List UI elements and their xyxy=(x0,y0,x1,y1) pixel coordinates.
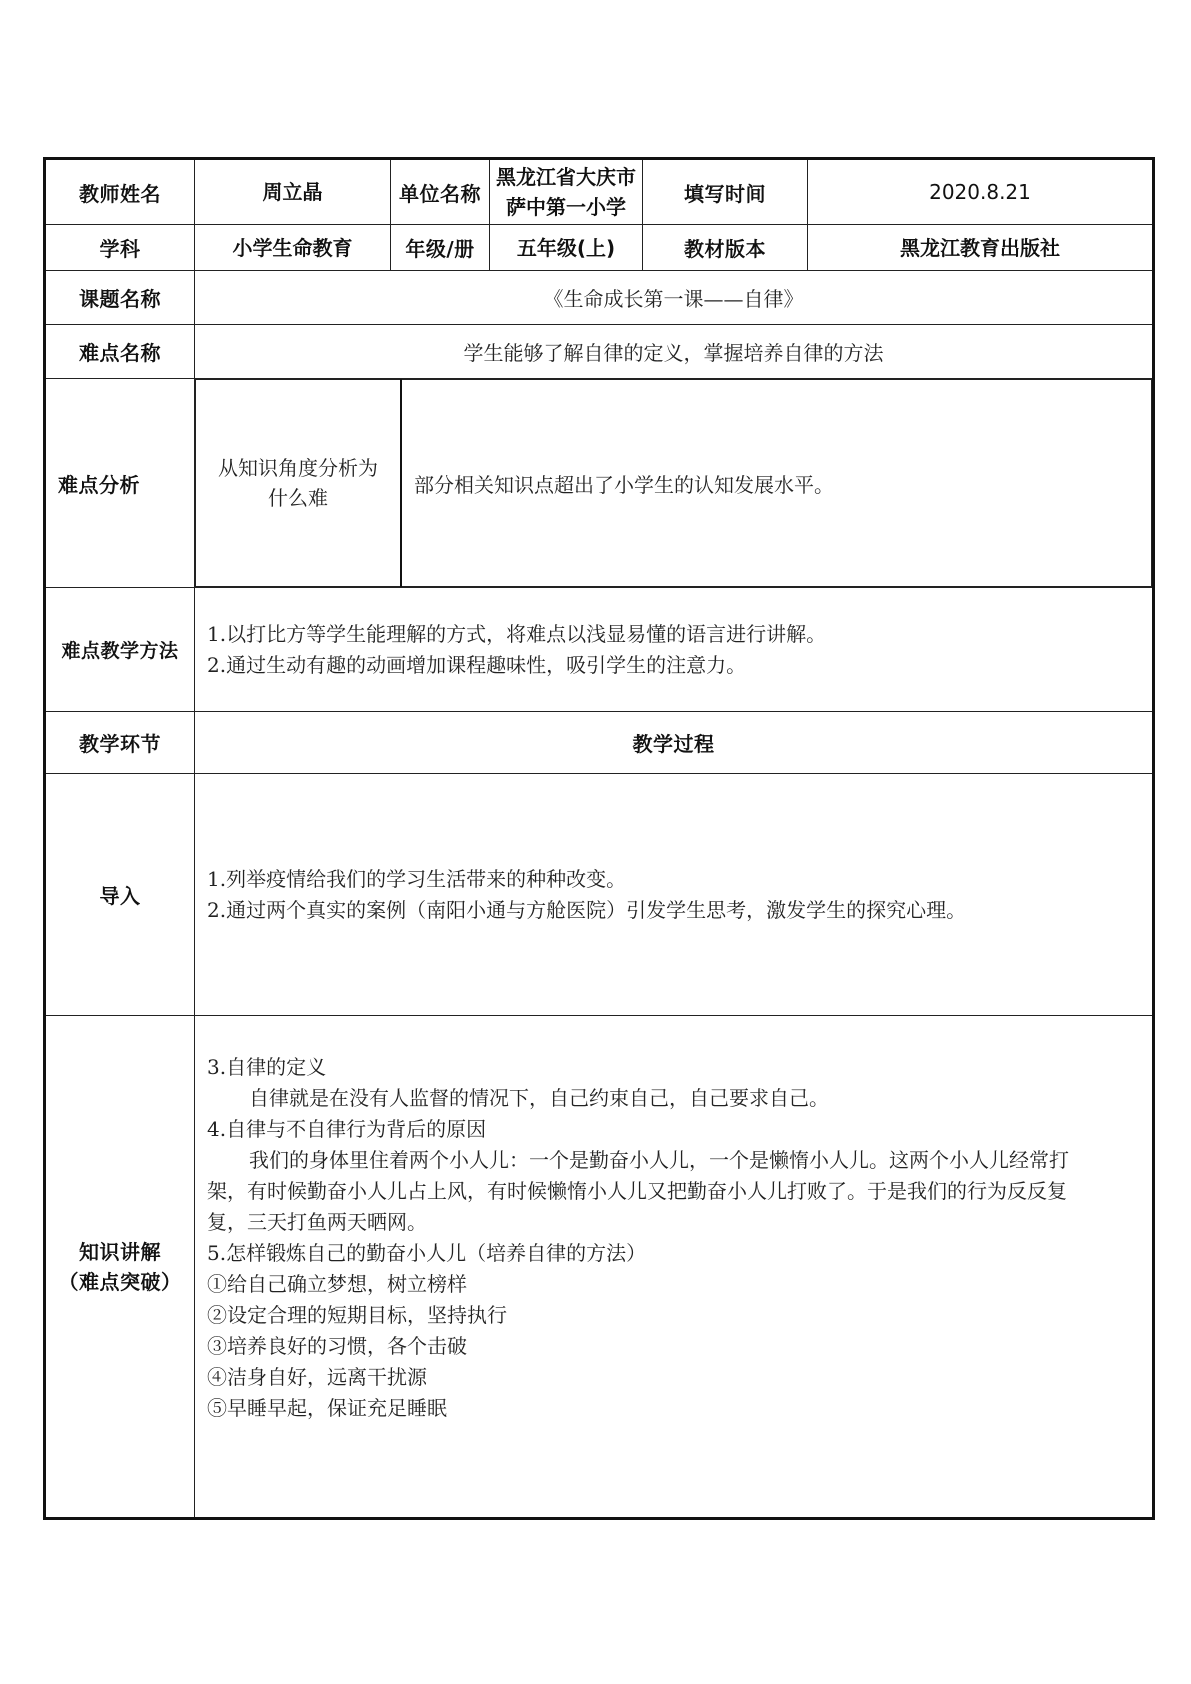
knowledge-label-line-2: （难点突破） xyxy=(58,1269,182,1294)
analysis-inner-table xyxy=(195,379,1152,587)
knowledge-line-10: ③培养良好的习惯，各个击破 xyxy=(207,1334,467,1358)
grade-label: 年级/册 xyxy=(391,225,490,271)
unit-name-label: 单位名称 xyxy=(391,159,490,225)
teacher-name-value: 周立晶 xyxy=(195,159,391,225)
difficulty-label: 难点名称 xyxy=(45,325,195,379)
knowledge-label-line-1: 知识讲解 xyxy=(79,1239,161,1264)
knowledge-line-9: ②设定合理的短期目标，坚持执行 xyxy=(207,1303,507,1327)
stage-label: 教学环节 xyxy=(45,712,195,774)
knowledge-line-7: 5.怎样锻炼自己的勤奋小人儿（培养自律的方法） xyxy=(207,1241,647,1265)
topic-row xyxy=(45,271,1154,325)
analysis-sub-label xyxy=(196,380,402,587)
analysis-label: 难点分析 xyxy=(45,379,195,588)
unit-name-line-1: 黑龙江省大庆市 xyxy=(496,165,636,189)
unit-name-value xyxy=(490,159,643,225)
intro-label: 导入 xyxy=(45,774,195,1016)
analysis-sub-label-line-2: 什么难 xyxy=(268,486,328,510)
method-label: 难点教学方法 xyxy=(45,588,195,712)
method-line-2: 2.通过生动有趣的动画增加课程趣味性，吸引学生的注意力。 xyxy=(207,652,747,677)
knowledge-line-12: ⑤早睡早起，保证充足睡眠 xyxy=(207,1396,447,1420)
analysis-value: 部分相关知识点超出了小学生的认知发展水平。 xyxy=(401,380,1152,587)
knowledge-line-8: ①给自己确立梦想，树立榜样 xyxy=(207,1272,467,1296)
method-line-1: 1.以打比方等学生能理解的方式，将难点以浅显易懂的语言进行讲解。 xyxy=(207,621,827,646)
subject-value: 小学生命教育 xyxy=(195,225,391,271)
lesson-plan-sheet xyxy=(43,157,1152,1520)
difficulty-value: 学生能够了解自律的定义，掌握培养自律的方法 xyxy=(195,325,1154,379)
lesson-plan-table xyxy=(43,157,1155,1520)
fill-time-value: 2020.8.21 xyxy=(808,159,1154,225)
analysis-content-cell xyxy=(195,379,1154,588)
header-row-2 xyxy=(45,225,1154,271)
edition-label: 教材版本 xyxy=(643,225,808,271)
knowledge-line-1: 3.自律的定义 xyxy=(207,1055,327,1079)
intro-row xyxy=(45,774,1154,1016)
knowledge-content xyxy=(195,1016,1154,1519)
unit-name-line-2: 萨中第一小学 xyxy=(506,195,626,219)
topic-label: 课题名称 xyxy=(45,271,195,325)
knowledge-line-4: 我们的身体里住着两个小人儿：一个是勤奋小人儿，一个是懒惰小人儿。这两个小人儿经常打 xyxy=(249,1148,1069,1172)
analysis-sub-label-line-1: 从知识角度分析为 xyxy=(218,456,378,480)
edition-value: 黑龙江教育出版社 xyxy=(808,225,1154,271)
intro-line-1: 1.列举疫情给我们的学习生活带来的种种改变。 xyxy=(207,866,627,891)
intro-content xyxy=(195,774,1154,1016)
process-header-row xyxy=(45,712,1154,774)
grade-value: 五年级(上) xyxy=(490,225,643,271)
knowledge-line-5: 架，有时候勤奋小人儿占上风，有时候懒惰小人儿又把勤奋小人儿打败了。于是我们的行为反反复 xyxy=(207,1179,1067,1203)
subject-label: 学科 xyxy=(45,225,195,271)
fill-time-label: 填写时间 xyxy=(643,159,808,225)
method-content xyxy=(195,588,1154,712)
knowledge-line-3: 4.自律与不自律行为背后的原因 xyxy=(207,1117,487,1141)
process-label: 教学过程 xyxy=(195,712,1154,774)
teacher-name-label: 教师姓名 xyxy=(45,159,195,225)
intro-line-2: 2.通过两个真实的案例（南阳小通与方舱医院）引发学生思考，激发学生的探究心理。 xyxy=(207,897,967,922)
topic-value: 《生命成长第一课——自律》 xyxy=(195,271,1154,325)
knowledge-line-6: 复，三天打鱼两天晒网。 xyxy=(207,1210,427,1234)
header-row-1 xyxy=(45,159,1154,225)
method-row xyxy=(45,588,1154,712)
difficulty-row xyxy=(45,325,1154,379)
knowledge-label xyxy=(45,1016,195,1519)
knowledge-line-11: ④洁身自好，远离干扰源 xyxy=(207,1365,427,1389)
analysis-row xyxy=(45,379,1154,588)
knowledge-line-2: 自律就是在没有人监督的情况下，自己约束自己，自己要求自己。 xyxy=(249,1086,829,1110)
knowledge-row xyxy=(45,1016,1154,1519)
